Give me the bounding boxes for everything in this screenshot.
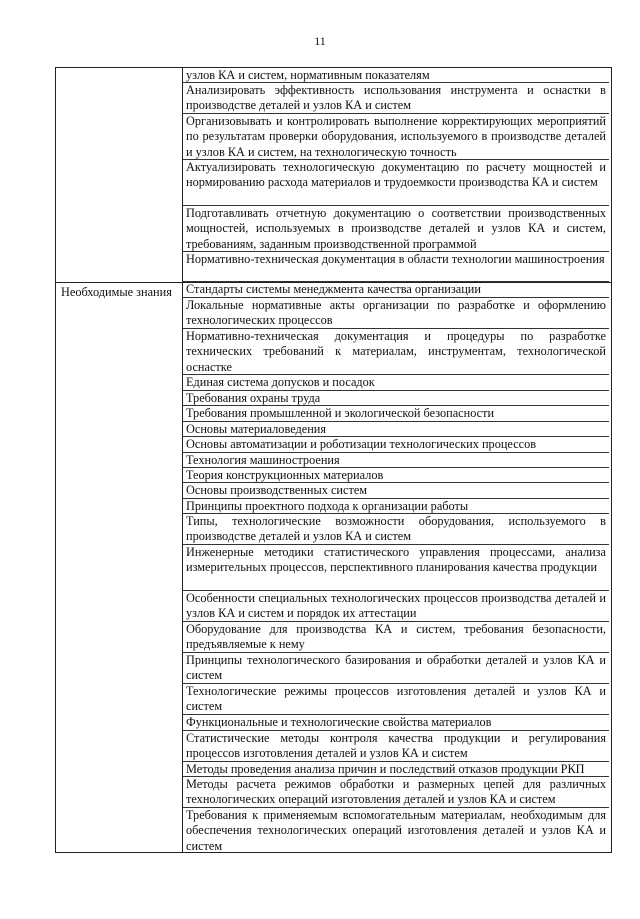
skill-row: Анализировать эффективность использования инструмента и оснастки в производстве деталей и узлов КА и систем	[183, 83, 609, 114]
knowledge-row: Основы автоматизации и роботизации технологических процессов	[183, 437, 609, 453]
competency-table	[55, 67, 612, 853]
knowledge-row: Принципы проектного подхода к организации работы	[183, 499, 609, 514]
knowledge-section-label: Необходимые знания	[61, 285, 172, 299]
knowledge-row: Методы проведения анализа причин и последствий отказов продукции РКП	[183, 762, 609, 777]
knowledge-row: Локальные нормативные акты организации по разработке и оформлению технологических процессов	[183, 298, 609, 329]
knowledge-row: Типы, технологические возможности оборудования, используемого в производстве деталей и узлов КА и систем	[183, 514, 609, 545]
knowledge-row: Методы расчета режимов обработки и размерных цепей для различных технологических операций изготовления деталей и узлов КА и систем	[183, 777, 609, 808]
skill-row: Организовывать и контролировать выполнение корректирующих мероприятий по результатам проверки оборудования, используемого в производстве деталей и узлов КА и систем, на технологическую точность	[183, 114, 609, 160]
skill-row: узлов КА и систем, нормативным показателям	[183, 68, 609, 83]
skill-row: Актуализировать технологическую документацию по расчету мощностей и нормированию расхода материалов и трудоемкости производства КА и систем	[183, 160, 609, 206]
knowledge-row: Функциональные и технологические свойства материалов	[183, 715, 609, 731]
page-number: 11	[314, 34, 326, 48]
knowledge-row: Особенности специальных технологических процессов производства деталей и узлов КА и систем и порядок их аттестации	[183, 591, 609, 622]
skill-row: Подготавливать отчетную документацию о соответствии производственных мощностей, используемых в производстве деталей и узлов КА и систем, требованиям, заданным производственной программой	[183, 206, 609, 252]
knowledge-row: Основы производственных систем	[183, 483, 609, 499]
knowledge-row: Оборудование для производства КА и систем, требования безопасности, предъявляемые к нему	[183, 622, 609, 653]
knowledge-row: Теория конструкционных материалов	[183, 468, 609, 483]
skill-row: Нормативно-техническая документация в области технологии машиностроения	[183, 252, 609, 282]
knowledge-row: Принципы технологического базирования и обработки деталей и узлов КА и систем	[183, 653, 609, 684]
knowledge-row: Инженерные методики статистического управления процессами, анализа измерительных процессов, перспективного планирования качества продукции	[183, 545, 609, 591]
knowledge-row: Нормативно-техническая документация и процедуры по разработке технических требований к материалам, инструментам, технологической оснастке	[183, 329, 609, 375]
knowledge-row: Единая система допусков и посадок	[183, 375, 609, 391]
knowledge-row: Стандарты системы менеджмента качества организации	[183, 282, 609, 298]
knowledge-row: Статистические методы контроля качества продукции и регулирования процессов изготовления деталей и узлов КА и систем	[183, 731, 609, 762]
knowledge-row: Основы материаловедения	[183, 422, 609, 437]
knowledge-row: Требования к применяемым вспомогательным материалам, необходимым для обеспечения технологических операций изготовления деталей и узлов КА и систем	[186, 808, 606, 853]
knowledge-row: Требования охраны труда	[183, 391, 609, 406]
knowledge-row: Технология машиностроения	[183, 453, 609, 468]
requirements-column	[183, 68, 609, 857]
knowledge-row: Требования промышленной и экологической безопасности	[183, 406, 609, 422]
knowledge-row: Технологические режимы процессов изготовления деталей и узлов КА и систем	[183, 684, 609, 715]
